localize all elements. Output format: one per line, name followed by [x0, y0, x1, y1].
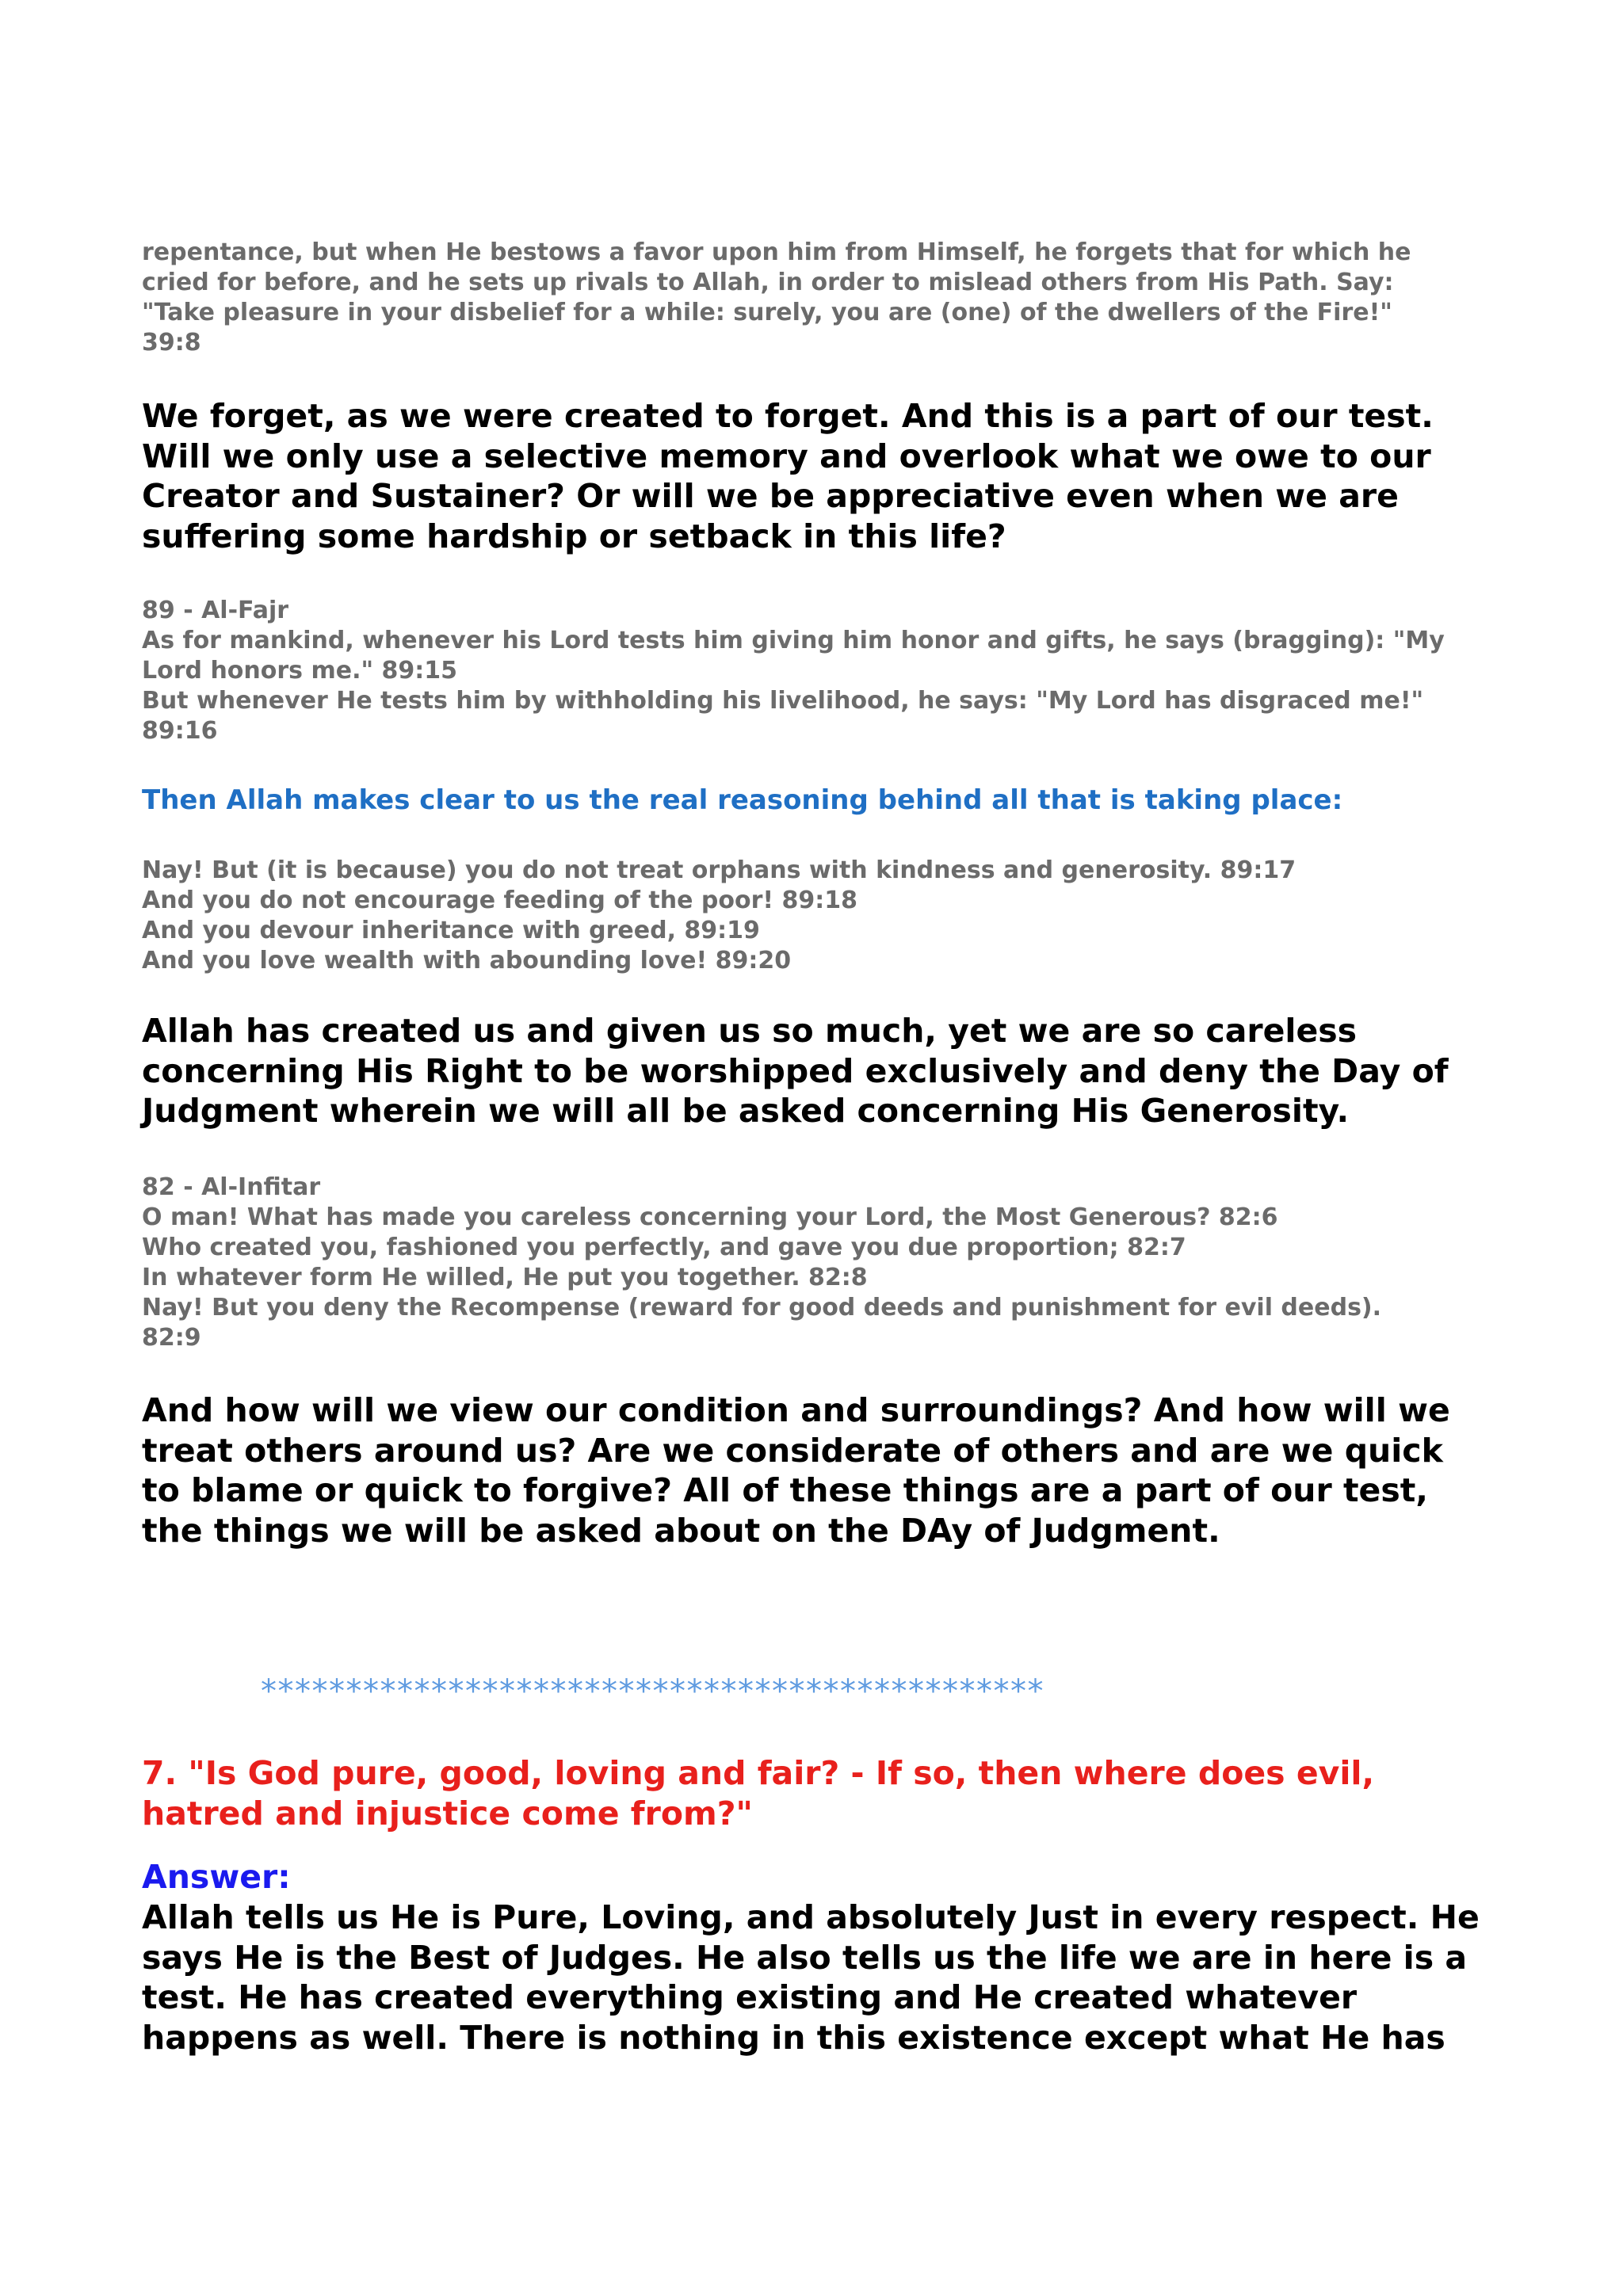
quote-line: And you do not encourage feeding of the poor! 89:18 [142, 887, 857, 914]
quote-line: O man! What has made you careless concerning your Lord, the Most Generous? 82:6 [142, 1203, 1278, 1231]
quote-line: Nay! But you deny the Recompense (reward for good deeds and punishment for evil deeds). [142, 1294, 1382, 1322]
quote-line: 39:8 [142, 329, 201, 357]
answer-text [142, 1897, 1480, 2058]
quote-line: Nay! But (it is because) you do not treat orphans with kindness and generosity. 89:17 [142, 856, 1296, 884]
quote-line: And you love wealth with abounding love! 89:20 [142, 947, 792, 974]
paragraph-line: Will we only use a selective memory and overlook what we owe to our [142, 437, 1431, 475]
question-7 [142, 1753, 1374, 1833]
quote-al-fajr [142, 596, 1445, 746]
quote-line: "Take pleasure in your disbelief for a while: surely, you are (one) of the dwellers of the Fire!" [142, 299, 1392, 326]
paragraph-line: concerning His Right to be worshipped exclusively and deny the Day of [142, 1051, 1449, 1090]
separator-stars: ********************************************** [261, 1673, 1044, 1710]
quote-line: 82:9 [142, 1324, 201, 1352]
paragraph-line: to blame or quick to forgive? All of these things are a part of our test, [142, 1471, 1428, 1509]
quote-line: 89:16 [142, 717, 218, 745]
paragraph-line: treat others around us? Are we considerate of others and are we quick [142, 1431, 1443, 1470]
quote-line: But whenever He tests him by withholding his livelihood, he says: "My Lord has disgraced me!" [142, 687, 1424, 715]
paragraph-line: Creator and Sustainer? Or will we be appreciative even when we are [142, 477, 1399, 515]
quote-line: As for mankind, whenever his Lord tests him giving him honor and gifts, he says (bragging): "My [142, 627, 1445, 654]
answer-line: says He is the Best of Judges. He also tells us the life we are in here is a [142, 1938, 1468, 1977]
answer-line: Allah tells us He is Pure, Loving, and absolutely Just in every respect. He [142, 1898, 1480, 1936]
paragraph-line: Judgment wherein we will all be asked concerning His Generosity. [142, 1092, 1350, 1130]
question-line: 7. "Is God pure, good, loving and fair? - If so, then where does evil, [142, 1754, 1375, 1792]
quote-al-infitar [142, 1173, 1381, 1353]
paragraph-line: We forget, as we were created to forget. And this is a part of our test. [142, 397, 1434, 435]
quote-line: cried for before, and he sets up rivals to Allah, in order to mislead others from His Path. Say: [142, 269, 1394, 296]
paragraph-created [142, 1011, 1449, 1131]
paragraph-view [142, 1390, 1450, 1550]
surah-heading: 82 - Al-Infitar [142, 1173, 321, 1201]
quote-line: Who created you, fashioned you perfectly, and gave you due proportion; 82:7 [142, 1234, 1186, 1261]
intro-reasoning: Then Allah makes clear to us the real reasoning behind all that is taking place: [142, 784, 1343, 816]
paragraph-line: the things we will be asked about on the DAy of Judgment. [142, 1511, 1220, 1550]
question-line: hatred and injustice come from?" [142, 1794, 753, 1833]
quote-line: And you devour inheritance with greed, 89:19 [142, 917, 760, 944]
paragraph-line: suffering some hardship or setback in this life? [142, 517, 1006, 555]
surah-heading: 89 - Al-Fajr [142, 597, 289, 624]
quote-89-17-20 [142, 856, 1296, 976]
quote-line: Lord honors me." 89:15 [142, 657, 458, 685]
answer-label: Answer: [142, 1858, 291, 1896]
paragraph-line: And how will we view our condition and surroundings? And how will we [142, 1391, 1450, 1429]
quote-line: In whatever form He willed, He put you together. 82:8 [142, 1264, 868, 1291]
answer-line: happens as well. There is nothing in this existence except what He has [142, 2018, 1445, 2057]
paragraph-line: Allah has created us and given us so much, yet we are so careless [142, 1012, 1358, 1050]
answer-line: test. He has created everything existing and He created whatever [142, 1978, 1358, 2016]
paragraph-forget [142, 396, 1434, 556]
quote-39-8 [142, 238, 1411, 358]
quote-line: repentance, but when He bestows a favor upon him from Himself, he forgets that for which he [142, 238, 1411, 266]
